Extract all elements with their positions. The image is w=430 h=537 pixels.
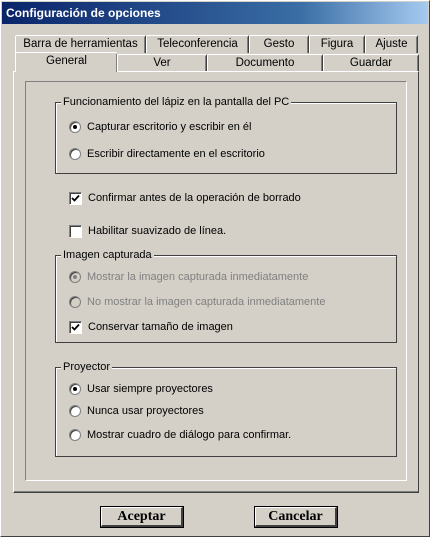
radio-capture-desktop-label: Capturar escritorio y escribir en él xyxy=(87,121,252,133)
checkmark-icon xyxy=(71,323,80,332)
checkbox-icon[interactable] xyxy=(69,321,82,334)
tab-barra-de-herramientas[interactable]: Barra de herramientas xyxy=(15,35,146,53)
checkbox-line-smoothing-label: Habilitar suavizado de línea. xyxy=(88,225,227,237)
radio-button-icon[interactable] xyxy=(69,405,81,417)
checkbox-keep-image-size[interactable] xyxy=(69,319,233,335)
radio-confirm-dialog-label: Mostrar cuadro de diálogo para confirmar. xyxy=(87,429,292,441)
checkbox-icon[interactable] xyxy=(69,225,82,238)
tab-general[interactable]: General xyxy=(15,52,117,72)
pen-behavior-group xyxy=(55,102,397,174)
radio-confirm-dialog[interactable] xyxy=(69,427,291,443)
radio-button-icon[interactable] xyxy=(69,429,81,441)
radio-show-captured[interactable] xyxy=(69,269,308,285)
radio-hide-captured[interactable] xyxy=(69,294,325,310)
radio-show-captured-label: Mostrar la imagen capturada inmediatamente xyxy=(87,271,309,283)
tab-figura[interactable]: Figura xyxy=(309,35,365,53)
checkmark-icon xyxy=(71,194,80,203)
captured-image-group-title: Imagen capturada xyxy=(63,249,152,261)
radio-always-projectors[interactable] xyxy=(69,381,213,397)
radio-capture-desktop[interactable] xyxy=(69,119,251,135)
projector-group-title: Proyector xyxy=(63,361,111,373)
radio-button-icon[interactable] xyxy=(69,383,81,395)
radio-always-projectors-label: Usar siempre proyectores xyxy=(87,383,213,395)
checkbox-icon[interactable] xyxy=(69,192,82,205)
radio-write-directly[interactable] xyxy=(69,146,265,162)
cancel-button[interactable]: Cancelar xyxy=(255,507,337,527)
tab-ver[interactable]: Ver xyxy=(117,54,207,72)
radio-button-icon[interactable] xyxy=(69,121,81,133)
title-bar: Configuración de opciones xyxy=(2,2,428,24)
tab-ajuste[interactable]: Ajuste xyxy=(365,35,418,53)
tab-documento[interactable]: Documento xyxy=(207,54,323,72)
radio-button-icon[interactable] xyxy=(69,148,81,160)
pen-behavior-group-title: Funcionamiento del lápiz en la pantalla del PC xyxy=(63,96,290,108)
radio-hide-captured-label: No mostrar la imagen capturada inmediatamente xyxy=(87,296,326,308)
radio-button-icon[interactable] xyxy=(69,296,81,308)
checkbox-confirm-delete[interactable] xyxy=(69,190,301,206)
tab-guardar[interactable]: Guardar xyxy=(323,54,419,72)
checkbox-line-smoothing[interactable] xyxy=(69,223,226,239)
radio-button-icon[interactable] xyxy=(69,271,81,283)
checkbox-confirm-delete-label: Confirmar antes de la operación de borrado xyxy=(88,192,301,204)
tab-gesto[interactable]: Gesto xyxy=(249,35,309,53)
radio-never-projectors[interactable] xyxy=(69,403,204,419)
checkbox-keep-image-size-label: Conservar tamaño de imagen xyxy=(88,321,233,333)
tab-teleconferencia[interactable]: Teleconferencia xyxy=(146,35,249,53)
radio-never-projectors-label: Nunca usar proyectores xyxy=(87,405,204,417)
accept-button[interactable]: Aceptar xyxy=(101,507,183,527)
radio-write-directly-label: Escribir directamente en el escritorio xyxy=(87,148,265,160)
